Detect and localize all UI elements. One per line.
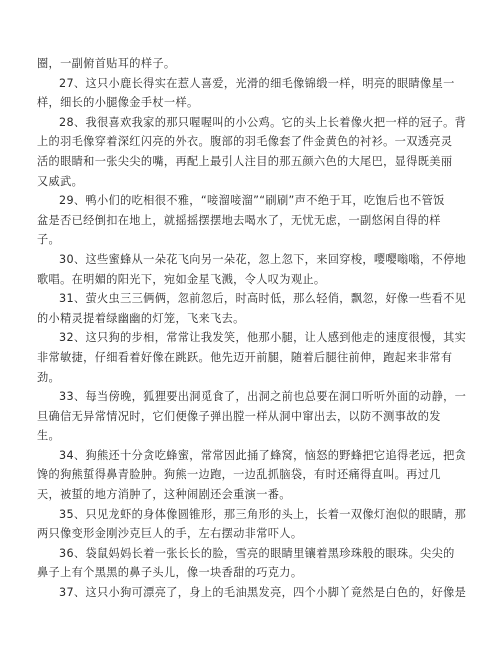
text-line: 圈，一副俯首贴耳的样子。 bbox=[37, 57, 176, 70]
text-line: 天，被蜇的地方消肿了，这种闹剧还会重演一番。 bbox=[37, 488, 291, 502]
text-line: 29、鸭小们的吃相很不雅，“唼溜唼溜”“刷刷”声不绝于耳，吃饱后也不管饭 bbox=[59, 194, 445, 208]
text-line: 31、萤火虫三三俩俩，忽前忽后，时高时低，那么轻俏，飘忽，好像一些看不见 bbox=[59, 292, 467, 306]
text-line: 又威武。 bbox=[37, 174, 84, 188]
text-line: 34、狗熊还十分贪吃蜂蜜，常常因此捅了蜂窝，恼怒的野蜂把它追得老远，把贪 bbox=[59, 448, 467, 462]
text-line: 33、每当傍晚，狐狸要出洞觅食了，出洞之前也总要在洞口听听外面的动静，一 bbox=[59, 390, 467, 404]
text-line: 子。 bbox=[37, 233, 61, 247]
text-line: 生。 bbox=[37, 429, 61, 443]
text-line: 上的羽毛像穿着深红闪亮的外衣。腹部的羽毛像套了件金黄色的衬衫。一双透亮灵 bbox=[37, 135, 453, 149]
text-line: 的小精灵提着绿幽幽的灯笼，飞来飞去。 bbox=[37, 311, 245, 325]
text-line: 馋的狗熊蜇得鼻青脸肿。狗熊一边跑，一边乱抓脑袋，有时还痛得直叫。再过几 bbox=[37, 468, 441, 482]
text-line: 28、我很喜欢我家的那只喔喔叫的小公鸡。它的头上长着像火把一样的冠子。背 bbox=[59, 115, 467, 129]
text-line: 27、这只小鹿长得实在惹人喜爱，光滑的细毛像锦缎一样，明亮的眼睛像星一 bbox=[59, 76, 455, 90]
text-line: 样，细长的小腿像金手杖一样。 bbox=[37, 96, 199, 110]
text-line: 36、袋鼠妈妈长着一张长长的脸，雪亮的眼睛里镶着黑珍珠般的眼珠。尖尖的 bbox=[59, 546, 455, 560]
text-line: 鼻子上有个黑黑的鼻子头儿，像一块香甜的巧克力。 bbox=[37, 566, 303, 580]
text-line: 劲。 bbox=[37, 370, 61, 384]
text-line: 非常敏捷，仔细看着好像在跳跃。他先迈开前腿，随着后腿往前伸，跑起来非常有 bbox=[37, 350, 453, 364]
text-line: 35、只见龙虾的身体像圆锥形，那三角形的头上，长着一双像灯泡似的眼睛，那 bbox=[59, 507, 467, 521]
text-line: 盆是否已经倒扣在地上，就摇摇摆摆地去喝水了，无忧无虑，一副悠闲自得的样 bbox=[37, 213, 441, 227]
text-line: 37、这只小狗可漂亮了，身上的毛油黑发亮，四个小脚丫竟然是白色的，好像是 bbox=[59, 586, 467, 600]
text-line: 32、这只狗的步相，常常让我发笑，他那小腿，让人感到他走的速度很慢，其实 bbox=[59, 331, 467, 345]
text-line: 歌唱。在明媚的阳光下，宛如金星飞溅，令人叹为观止。 bbox=[37, 272, 326, 286]
text-line: 30、这些蜜蜂从一朵花飞向另一朵花，忽上忽下，来回穿梭，嘤嘤嗡嗡，不停地 bbox=[59, 252, 467, 266]
text-line: 活的眼睛和一张尖尖的嘴，再配上最引人注目的那五颜六色的大尾巴，显得既美丽 bbox=[37, 154, 453, 168]
text-line: 旦确信无异常情况时，它们便像子弹出膛一样从洞中窜出去，以防不测事故的发 bbox=[37, 409, 441, 423]
text-line: 两只像变形金刚沙克巨人的手，左右摆动非常吓人。 bbox=[37, 527, 303, 541]
